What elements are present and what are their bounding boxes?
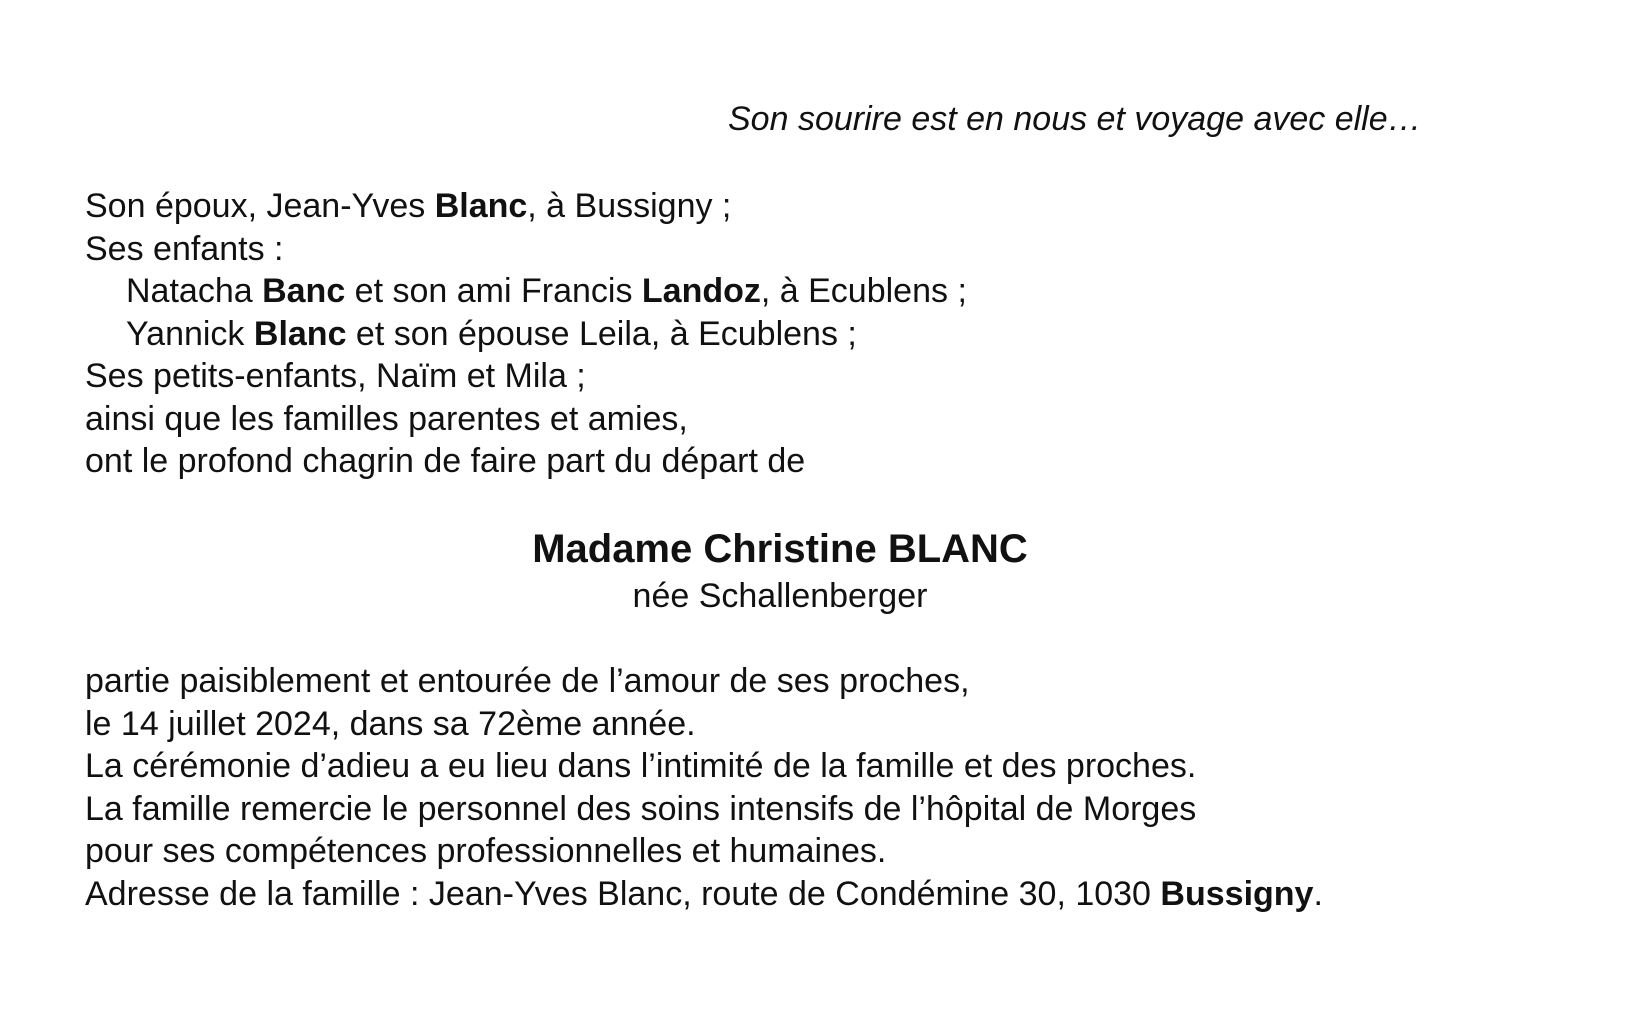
announcement-line: ont le profond chagrin de faire part du départ de [85, 442, 806, 480]
children-heading: Ses enfants : [85, 229, 284, 268]
child-line-1: Natacha Banc et son ami Francis Landoz, à Ecublens ; [126, 272, 967, 310]
relatives-line: ainsi que les familles parentes et amies, [85, 399, 688, 438]
maiden-name: née Schallenberger [632, 577, 928, 615]
details-line-1: partie paisiblement et entourée de l’amour de ses proches, [85, 662, 970, 700]
epigraph: Son sourire est en nous et voyage avec elle… [728, 100, 1422, 138]
address-line: Adresse de la famille : Jean-Yves Blanc, route de Condémine 30, 1030 Bussigny. [85, 874, 1323, 913]
details-line-3: La cérémonie d’adieu a eu lieu dans l’intimité de la famille et des proches. [85, 747, 1197, 785]
child-line-2: Yannick Blanc et son épouse Leila, à Ecublens ; [126, 314, 857, 353]
details-line-4: La famille remercie le personnel des soins intensifs de l’hôpital de Morges [85, 789, 1197, 828]
grandchildren-line: Ses petits-enfants, Naïm et Mila ; [85, 357, 586, 395]
details-block [85, 660, 1323, 915]
spouse-line: Son époux, Jean-Yves Blanc, à Bussigny ; [85, 187, 732, 225]
details-line-2: le 14 juillet 2024, dans sa 72ème année. [85, 704, 696, 743]
deceased-name: Madame Christine BLANC [532, 527, 1028, 571]
details-line-5: pour ses compétences professionnelles et humaines. [85, 832, 887, 870]
family-list [85, 185, 967, 483]
